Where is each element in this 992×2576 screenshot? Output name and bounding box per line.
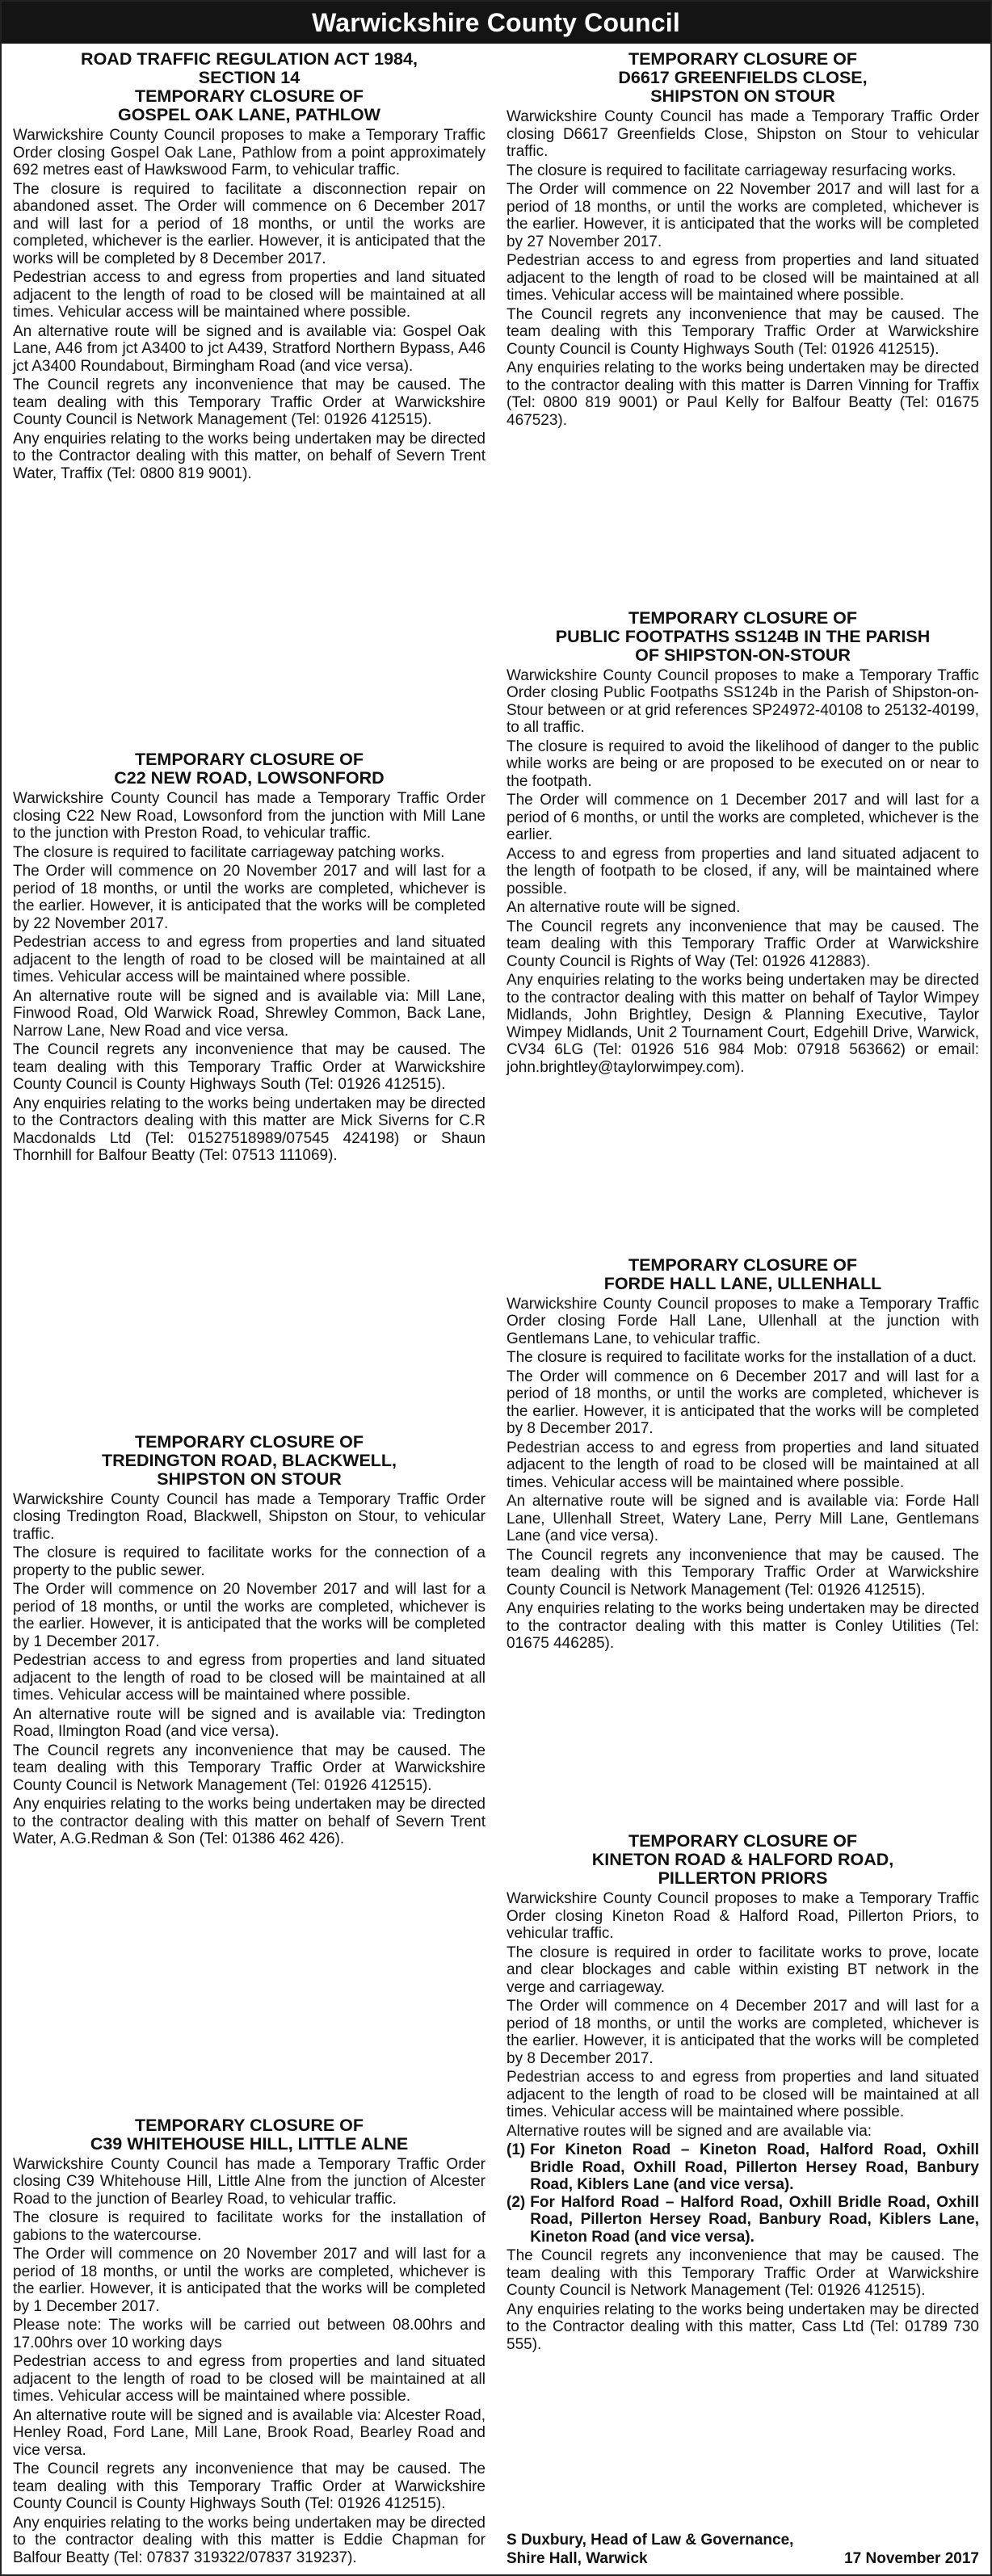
signature-block [507, 2532, 979, 2569]
notice-paragraph: The Council regrets any inconvenience that may be caused. The team dealing with this Temporary Traffic Order at Warwickshire County Council is Rights of Way (Tel: 01926 412883). [507, 918, 979, 970]
route-number: (2) [507, 2193, 526, 2211]
notice-paragraph: An alternative route will be signed and is available via: Gospel Oak Lane, A46 from jct A3400 to jct A439, Stratford Northern Bypass, A46 jct A3400 Roundabout, Birmingham Road (and vice versa). [13, 322, 485, 375]
notice-paragraph: Any enquiries relating to the works being undertaken may be directed to the contractor dealing with this matter on behalf of Severn Trent Water, A.G.Redman & Son (Tel: 01386 462 426). [13, 1796, 485, 1847]
notice-paragraph: Warwickshire County Council proposes to make a Temporary Traffic Order closing Gospel Oak Lane, Pathlow from a point approximately 692 metres east of Hawkswood Farm, to vehicular traffic. [13, 127, 485, 179]
signature-name: S Duxbury, Head of Law & Governance, [507, 2531, 794, 2549]
route-number: (1) [507, 2141, 526, 2158]
notice-block [507, 1254, 979, 1654]
notice-paragraph: Pedestrian access to and egress from properties and land situated adjacent to the length of road to be closed will be maintained at all times. Vehicular access will be maintained where possible. [507, 252, 979, 304]
notice-paragraph: Pedestrian access to and egress from properties and land situated adjacent to the length of road to be closed will be maintained at all times. Vehicular access will be maintained where possible. [13, 1652, 485, 1704]
notice-paragraph: The closure is required to facilitate carriageway resurfacing works. [507, 162, 956, 179]
notice-paragraph: Any enquiries relating to the works being undertaken may be directed to the contractor dealing with this matter is Darren Vinning for Traffix (Tel: 0800 819 9001) or Paul Kelly for Balfour Beatty (Tel: 01675 467523). [507, 359, 979, 429]
notice-paragraph: Warwickshire County Council has made a Temporary Traffic Order closing C39 Whitehouse Hill, Little Alne from the junction of Alcester Road to the junction of Bearley Road, to vehicular traffic. [13, 2155, 485, 2208]
notice-paragraph: Any enquiries relating to the works being undertaken may be directed to the Contractor dealing with this matter, Cass Ltd (Tel: 01789 730 555). [507, 2301, 979, 2353]
notice-paragraph: Access to and egress from properties and land situated adjacent to the length of footpath to be closed, if any, will be maintained where possible. [507, 845, 979, 897]
notice-paragraph: The Council regrets any inconvenience that may be caused. The team dealing with this Temporary Traffic Order at Warwickshire County Council is County Highways South (Tel: 01926 412515). [13, 1041, 485, 1093]
notice-paragraph: The closure is required to facilitate works for the connection of a property to the public sewer. [13, 1544, 485, 1579]
notice-paragraph: Warwickshire County Council proposes to make a Temporary Traffic Order closing Forde Hall Lane, Ullenhall at the junction with Gentlemans Lane, to vehicular traffic. [507, 1295, 979, 1347]
notice-columns [13, 48, 979, 2568]
heading-line: TEMPORARY CLOSURE OF [628, 1831, 858, 1851]
heading-line: SHIPSTON ON STOUR [650, 86, 835, 106]
right-column [507, 48, 979, 2568]
heading-line: GOSPEL OAK LANE, PATHLOW [118, 105, 380, 124]
notice-paragraph: Any enquiries relating to the works being undertaken may be directed to the Contractors dealing with this matter are Mick Siverns for C.R Macdonalds Ltd (Tel: 01527518989/07545 424198) or Shaun Thornhill for Balfour Beatty (Tel: 07513 111069). [13, 1095, 485, 1164]
signature-date: 17 November 2017 [844, 2550, 979, 2567]
heading-line: TREDINGTON ROAD, BLACKWELL, [101, 1450, 397, 1470]
notice-paragraph: The Order will commence on 20 November 2017 and will last for a period of 18 months, or until the works are completed, whichever is the earlier. However, it is anticipated that the works will be completed by 22 November 2017. [13, 863, 485, 932]
notice-paragraph: An alternative route will be signed and is available via: Tredington Road, Ilmington Road (and vice versa). [13, 1705, 485, 1740]
notice-paragraph: An alternative route will be signed and is available via: Alcester Road, Henley Road, Ford Lane, Mill Lane, Brook Road, Bearley Road and vice versa. [13, 2406, 485, 2459]
masthead-title: Warwickshire County Council [2, 2, 990, 44]
notice-paragraph: The closure is required to facilitate a disconnection repair on abandoned asset. The Order will commence on 6 December 2017 and will last for a period of 18 months, or until the works are completed, whichever is the earlier. However, it is anticipated that the works will be completed by 8 December 2017. [13, 180, 485, 267]
notice-heading [13, 750, 485, 788]
heading-line: TEMPORARY CLOSURE OF [134, 750, 364, 769]
heading-line: TEMPORARY CLOSURE OF [628, 49, 858, 69]
notice-paragraph: The closure is required to facilitate works for the installation of a duct. [507, 1349, 977, 1366]
heading-line: OF SHIPSTON-ON-STOUR [635, 645, 851, 665]
heading-line: PUBLIC FOOTPATHS SS124B IN THE PARISH [555, 626, 931, 646]
notice-paragraph: Pedestrian access to and egress from properties and land situated adjacent to the length of road to be closed will be maintained at all times. Vehicular access will be maintained where possible. [507, 2069, 979, 2120]
notice-paragraph: An alternative route will be signed. [507, 899, 741, 916]
notice-block [13, 2115, 485, 2569]
notice-heading [507, 609, 979, 665]
notice-paragraph: Warwickshire County Council has made a Temporary Traffic Order closing D6617 Greenfields Close, Shipston on Stour to vehicular traffic. [507, 108, 979, 160]
notice-block [13, 749, 485, 1166]
route-text: For Halford Road – Halford Road, Oxhill Bridle Road, Oxhill Road, Pillerton Hersey Road, Banbury Road, Kiblers Lane, Kineton Road (and vice versa). [530, 2193, 979, 2246]
route-list [507, 2141, 979, 2246]
heading-line: FORDE HALL LANE, ULLENHALL [603, 1273, 882, 1293]
heading-line: TEMPORARY CLOSURE OF [134, 1431, 364, 1452]
notice-paragraph: The closure is required to avoid the likelihood of danger to the public while works are being or are proposed to be executed on or near to the footpath. [507, 738, 979, 790]
notice-block [13, 48, 485, 484]
notice-paragraph: Pedestrian access to and egress from properties and land situated adjacent to the length of road to be closed will be maintained at all times. Vehicular access will be maintained where possible. [13, 269, 485, 321]
notice-block [13, 1431, 485, 1850]
notice-paragraph: Pedestrian access to and egress from properties and land situated adjacent to the length of road to be closed will be maintained at all times. Vehicular access will be maintained where possible. [13, 2353, 485, 2405]
notice-paragraph: Any enquiries relating to the works being undertaken may be directed to the contractor dealing with this matter is Conley Utilities (Tel: 01675 446285). [507, 1600, 979, 1652]
notice-paragraph: Warwickshire County Council has made a Temporary Traffic Order closing Tredington Road, Blackwell, Shipston on Stour, to vehicular traffic. [13, 1490, 485, 1543]
notice-paragraph: Please note: The works will be carried out between 08.00hrs and 17.00hrs over 10 working days [13, 2317, 485, 2351]
notice-paragraph: The Council regrets any inconvenience that may be caused. The team dealing with this Temporary Traffic Order at Warwickshire County Council is Network Management (Tel: 01926 412515). [507, 2247, 979, 2299]
notice-paragraph: The closure is required in order to facilitate works to prove, locate and clear blockages and cable within existing BT network in the verge and carriageway. [507, 1944, 979, 1996]
notice-paragraph: The Order will commence on 22 November 2017 and will last for a period of 18 months, or until the works are completed, whichever is the earlier. However, it is anticipated that the works will be completed by 27 November 2017. [507, 181, 979, 250]
notice-paragraph: Pedestrian access to and egress from properties and land situated adjacent to the length of road to be closed will be maintained at all times. Vehicular access will be maintained where possible. [13, 934, 485, 985]
notice-paragraph: Warwickshire County Council proposes to make a Temporary Traffic Order closing Kineton Road & Halford Road, Pillerton Priors, to vehicular traffic. [507, 1890, 979, 1942]
heading-line: TEMPORARY CLOSURE OF [134, 86, 364, 106]
notice-paragraph: The Order will commence on 1 December 2017 and will last for a period of 6 months, or until the works are completed, whichever is the earlier. [507, 792, 979, 843]
heading-line: PILLERTON PRIORS [658, 1868, 828, 1888]
notice-paragraph: The Order will commence on 20 November 2017 and will last for a period of 18 months, or until the works are completed, whichever is the earlier. However, it is anticipated that the works will be completed by 1 December 2017. [13, 1581, 485, 1650]
heading-line: D6617 GREENFIELDS CLOSE, [618, 68, 868, 87]
heading-line: SHIPSTON ON STOUR [157, 1469, 342, 1489]
notice-paragraph: The Order will commence on 6 December 2017 and will last for a period of 18 months, or until the works are completed, whichever is the earlier. However, it is anticipated that the works will be completed by 8 December 2017. [507, 1368, 979, 1437]
notice-paragraph: Pedestrian access to and egress from properties and land situated adjacent to the length of road to be closed will be maintained at all times. Vehicular access will be maintained where possible. [507, 1439, 979, 1491]
route-text: For Kineton Road – Kineton Road, Halford Road, Oxhill Bridle Road, Oxhill Road, Pillerton Hersey Road, Banbury Road, Kiblers Lane (and vice versa). [530, 2141, 979, 2193]
notice-paragraph: The Council regrets any inconvenience that may be caused. The team dealing with this Temporary Traffic Order at Warwickshire County Council is County Highways South (Tel: 01926 412515). [13, 2460, 485, 2512]
heading-line: TEMPORARY CLOSURE OF [134, 2115, 364, 2135]
notice-paragraph: The Order will commence on 4 December 2017 and will last for a period of 18 months, or until the works are completed, whichever is the earlier. However, it is anticipated that the works will be completed by 8 December 2017. [507, 1998, 979, 2067]
route-item [507, 2194, 979, 2246]
heading-line: TEMPORARY CLOSURE OF [628, 1254, 858, 1275]
notice-heading [13, 2116, 485, 2154]
notice-block [507, 607, 979, 1078]
notice-paragraph: The Council regrets any inconvenience that may be caused. The team dealing with this Temporary Traffic Order at Warwickshire County Council is County Highways South (Tel: 01926 412515). [507, 305, 979, 358]
notice-heading [13, 1433, 485, 1489]
heading-line: C39 WHITEHOUSE HILL, LITTLE ALNE [90, 2133, 409, 2154]
notice-heading [13, 50, 485, 124]
notice-paragraph: The Council regrets any inconvenience that may be caused. The team dealing with this Temporary Traffic Order at Warwickshire County Council is Network Management (Tel: 01926 412515). [507, 1546, 979, 1599]
notice-heading [507, 1832, 979, 1888]
notice-paragraph: An alternative route will be signed and is available via: Mill Lane, Finwood Road, Old Warwick Road, Shrewley Common, Back Lane, Narrow Lane, New Road and vice versa. [13, 987, 485, 1040]
notice-heading [507, 50, 979, 106]
signature-place-date [507, 2550, 979, 2568]
notice-paragraph: An alternative route will be signed and is available via: Forde Hall Lane, Ullenhall Street, Watery Lane, Perry Mill Lane, Gentlemans Lane (and vice versa). [507, 1493, 979, 1544]
notice-paragraph: The Order will commence on 20 November 2017 and will last for a period of 18 months, or until the works are completed, whichever is the earlier. However, it is anticipated that the works will be completed by 1 December 2017. [13, 2246, 485, 2315]
heading-line: TEMPORARY CLOSURE OF [628, 607, 858, 628]
notice-block [507, 1830, 979, 2355]
notice-paragraph: Warwickshire County Council has made a Temporary Traffic Order closing C22 New Road, Lowsonford from the junction with Mill Lane to the junction with Preston Road, to vehicular traffic. [13, 790, 485, 842]
notice-paragraph: The closure is required to facilitate carriageway patching works. [13, 843, 445, 861]
heading-line: ROAD TRAFFIC REGULATION ACT 1984, [81, 49, 418, 69]
notice-paragraph: Alternative routes will be signed and are available via: [507, 2122, 872, 2140]
left-column [13, 48, 485, 2568]
heading-line: SECTION 14 [198, 68, 301, 87]
notice-paragraph: Any enquiries relating to the works being undertaken may be directed to the Contractor dealing with this matter, on behalf of Severn Trent Water, Traffix (Tel: 0800 819 9001). [13, 430, 485, 482]
notice-block [507, 48, 979, 431]
notice-heading [507, 1256, 979, 1293]
notice-paragraph: The Council regrets any inconvenience that may be caused. The team dealing with this Temporary Traffic Order at Warwickshire County Council is Network Management (Tel: 01926 412515). [13, 1742, 485, 1794]
heading-line: KINETON ROAD & HALFORD ROAD, [591, 1850, 894, 1869]
route-item [507, 2141, 979, 2194]
notice-paragraph: Warwickshire County Council proposes to make a Temporary Traffic Order closing Public Footpaths SS124b in the Parish of Shipston-on-Stour between or at grid references SP24972-40108 to 25132-40199, to all traffic. [507, 666, 979, 736]
notice-paragraph: Any enquiries relating to the works being undertaken may be directed to the contractor dealing with this matter on behalf of Taylor Wimpey Midlands, John Brightley, Design & Planning Executive, Taylor Wimpey Midlands, Unit 2 Tournament Court, Edgehill Drive, Warwick, CV34 6LG (Tel: 01926 516 984 Mob: 07918 563662) or email: john.brightley@taylorwimpey.com). [507, 972, 979, 1076]
signature-place: Shire Hall, Warwick [507, 2550, 648, 2567]
heading-line: C22 NEW ROAD, LOWSONFORD [114, 768, 385, 788]
notice-paragraph: Any enquiries relating to the works being undertaken may be directed to the contractor dealing with this matter is Eddie Chapman for Balfour Beatty (Tel: 07837 319322/07837 319237). [13, 2514, 485, 2566]
notice-paragraph: The closure is required to facilitate works for the installation of gabions to the watercourse. [13, 2209, 485, 2244]
notice-paragraph: The Council regrets any inconvenience that may be caused. The team dealing with this Temporary Traffic Order at Warwickshire County Council is Network Management (Tel: 01926 412515). [13, 376, 485, 428]
